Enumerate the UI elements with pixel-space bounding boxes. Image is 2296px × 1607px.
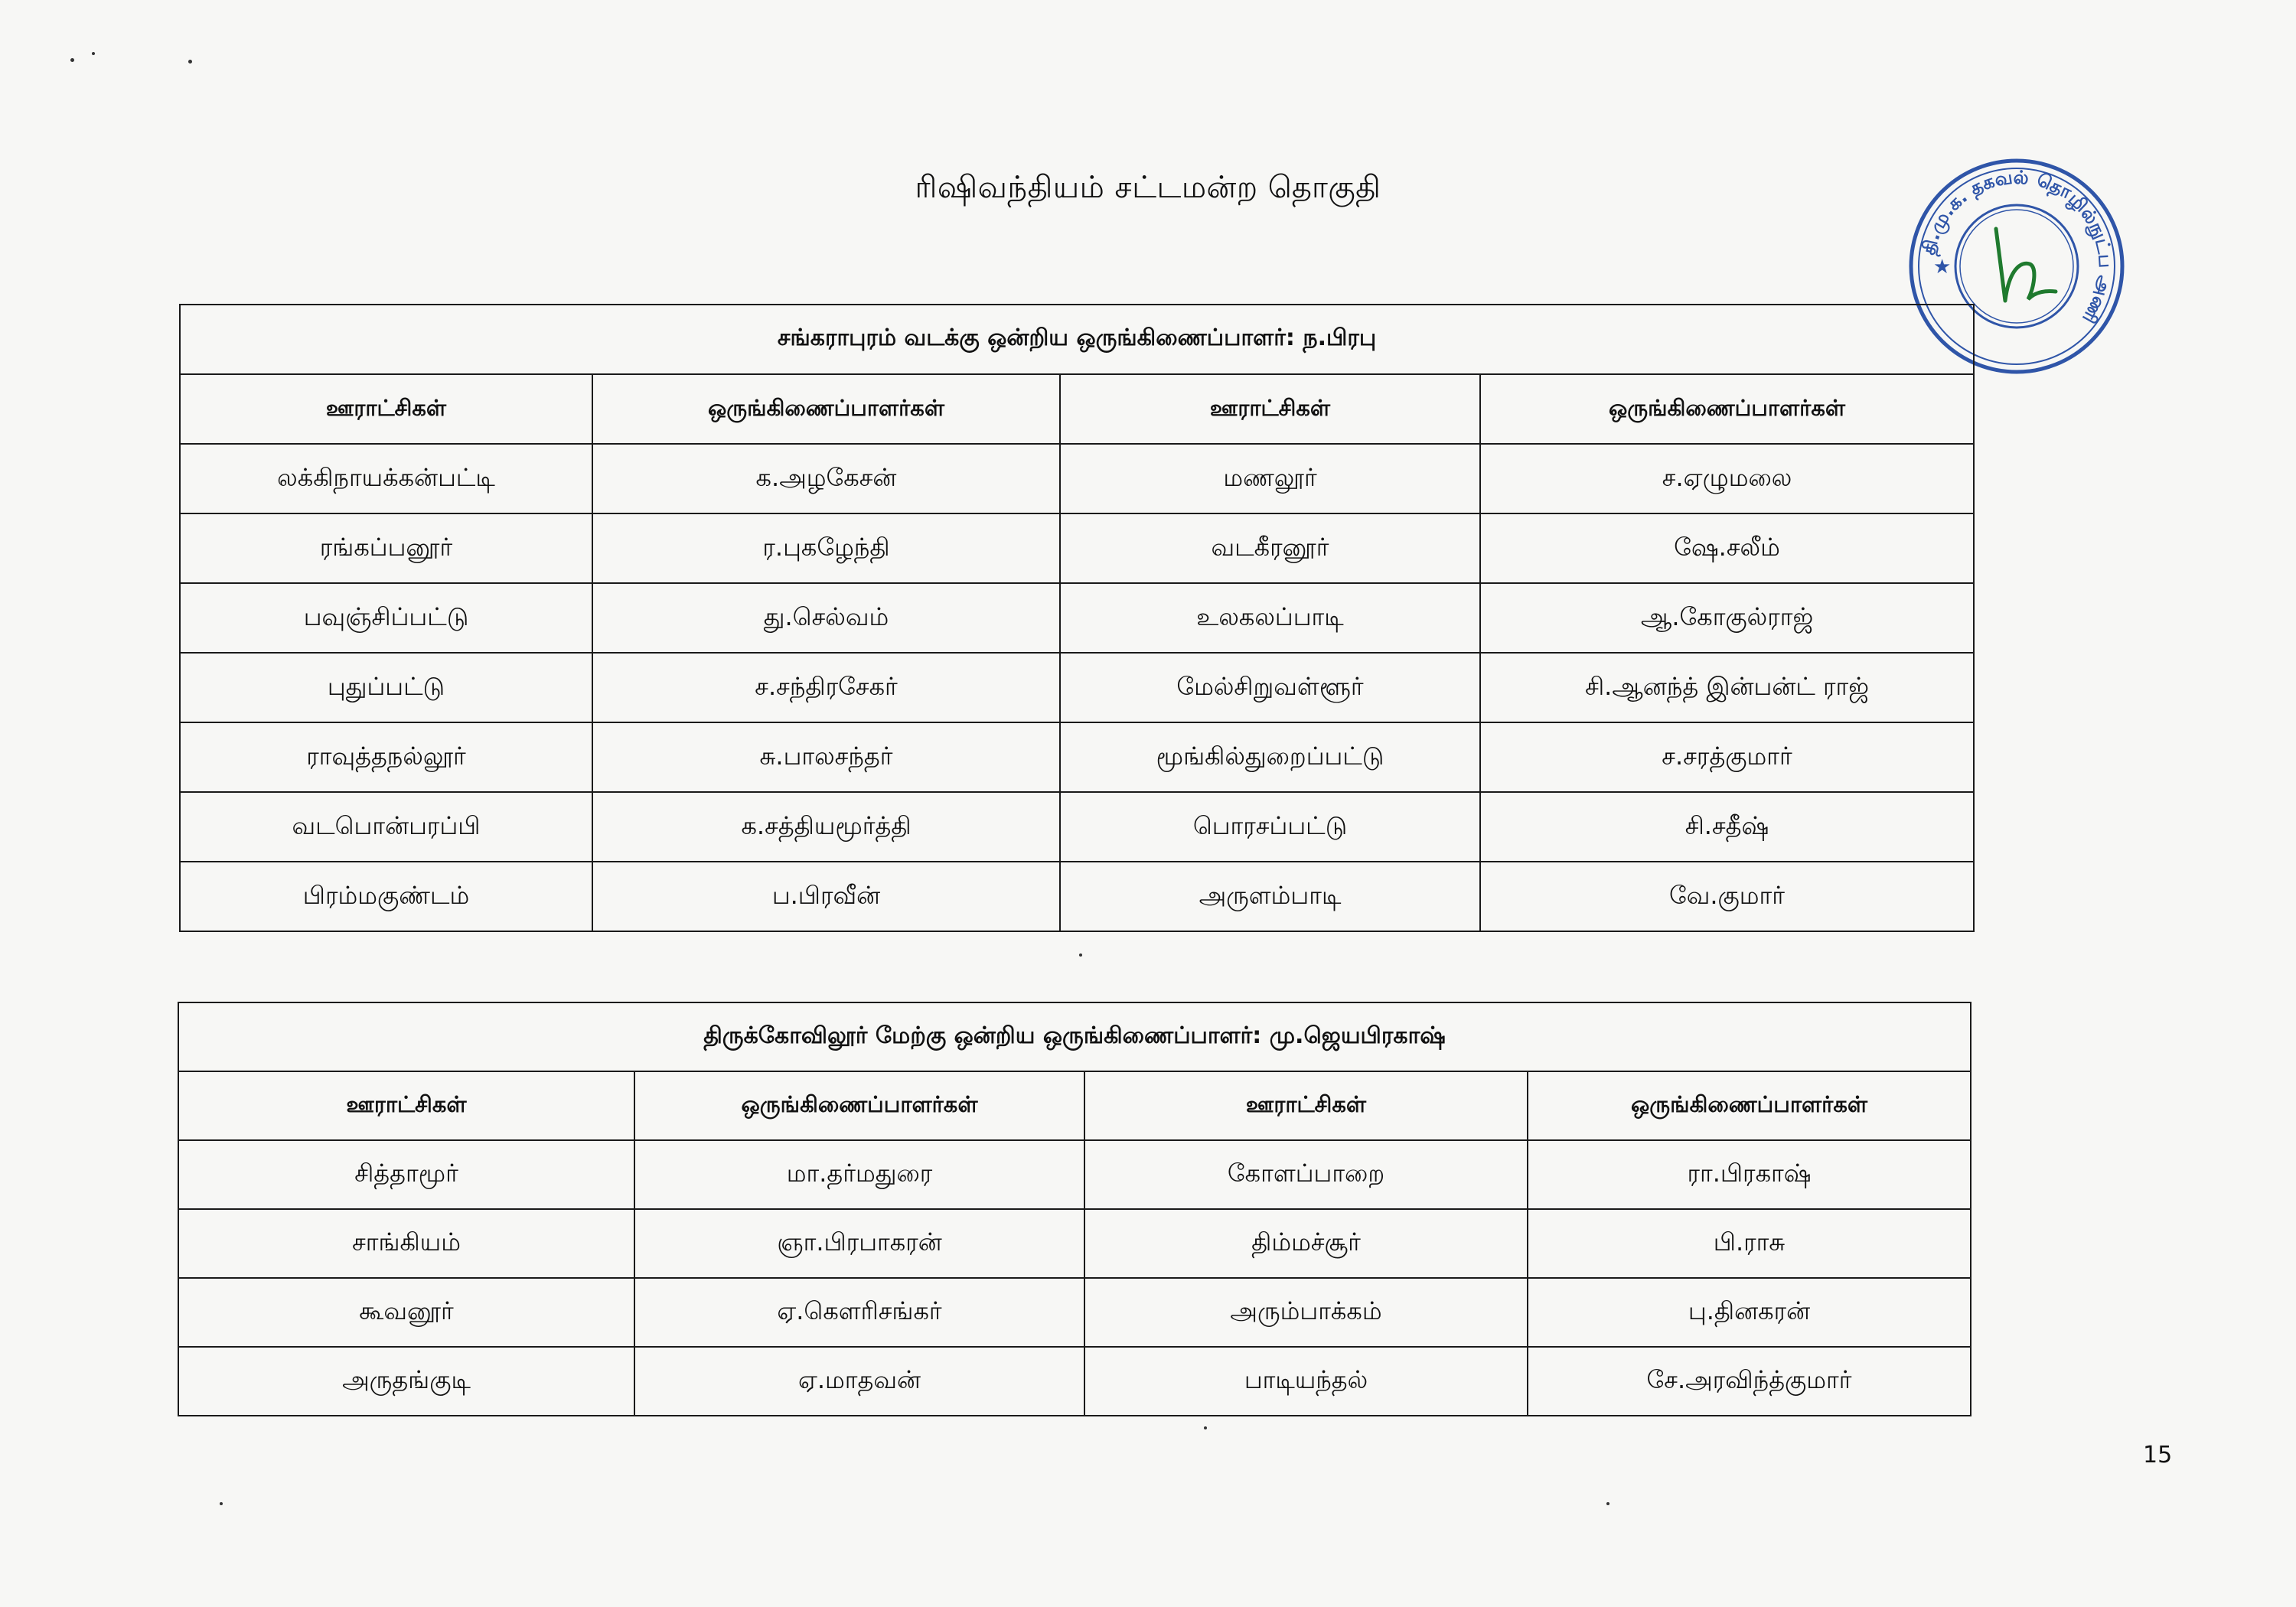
table-sankarapuram-north xyxy=(179,304,1975,932)
scan-speck xyxy=(70,58,74,62)
panchayat-cell: அருதங்குடி xyxy=(178,1347,634,1416)
header-row xyxy=(180,374,1974,444)
coordinator-cell: ஆ.கோகுல்ராஜ் xyxy=(1480,583,1974,653)
header-panchayats: ஊராட்சிகள் xyxy=(1084,1071,1528,1140)
page-number: 15 xyxy=(2143,1442,2173,1468)
coordinator-cell: ஞா.பிரபாகரன் xyxy=(634,1209,1084,1278)
coordinator-cell: சே.அரவிந்த்குமார் xyxy=(1528,1347,1971,1416)
coordinator-cell: ஷே.சலீம் xyxy=(1480,513,1974,583)
panchayat-cell: கூவனூர் xyxy=(178,1278,634,1347)
header-coordinators: ஒருங்கிணைப்பாளர்கள் xyxy=(634,1071,1084,1140)
coordinator-cell: ச.ஏழுமலை xyxy=(1480,444,1974,513)
panchayat-cell: லக்கிநாயக்கன்பட்டி xyxy=(180,444,592,513)
panchayat-cell: மூங்கில்துறைப்பட்டு xyxy=(1060,722,1480,792)
header-coordinators: ஒருங்கிணைப்பாளர்கள் xyxy=(592,374,1060,444)
table-row xyxy=(180,792,1974,862)
panchayat-cell: கோளப்பாறை xyxy=(1084,1140,1528,1209)
panchayat-cell: பாடியந்தல் xyxy=(1084,1347,1528,1416)
panchayat-cell: திம்மச்சூர் xyxy=(1084,1209,1528,1278)
panchayat-cell: பிரம்மகுண்டம் xyxy=(180,862,592,931)
table-row xyxy=(180,653,1974,722)
svg-text:★: ★ xyxy=(1933,256,1952,279)
panchayat-cell: சாங்கியம் xyxy=(178,1209,634,1278)
panchayat-cell: அருளம்பாடி xyxy=(1060,862,1480,931)
scan-speck xyxy=(1079,953,1082,957)
scan-speck xyxy=(220,1502,223,1505)
panchayat-cell: உலகலப்பாடி xyxy=(1060,583,1480,653)
header-panchayats: ஊராட்சிகள் xyxy=(1060,374,1480,444)
scan-speck xyxy=(1204,1426,1207,1429)
header-coordinators: ஒருங்கிணைப்பாளர்கள் xyxy=(1528,1071,1971,1140)
table-row xyxy=(180,722,1974,792)
coordinator-cell: க.அழகேசன் xyxy=(592,444,1060,513)
scan-speck xyxy=(1606,1502,1609,1505)
coordinator-cell: ச.சந்திரசேகர் xyxy=(592,653,1060,722)
table-tirukoilur-west xyxy=(178,1002,1971,1416)
coordinator-cell: மா.தர்மதுரை xyxy=(634,1140,1084,1209)
panchayat-cell: ராவுத்தநல்லூர் xyxy=(180,722,592,792)
header-row xyxy=(178,1071,1971,1140)
coordinator-cell: து.செல்வம் xyxy=(592,583,1060,653)
coordinator-cell: சி.ஆனந்த் இன்பன்ட் ராஜ் xyxy=(1480,653,1974,722)
coordinator-cell: ப.பிரவீன் xyxy=(592,862,1060,931)
coordinator-cell: ச.சரத்குமார் xyxy=(1480,722,1974,792)
table-row xyxy=(180,513,1974,583)
table-row xyxy=(178,1140,1971,1209)
coordinator-cell: ஏ.மாதவன் xyxy=(634,1347,1084,1416)
coordinator-cell: ர.புகழேந்தி xyxy=(592,513,1060,583)
coordinator-cell: ரா.பிரகாஷ் xyxy=(1528,1140,1971,1209)
panchayat-cell: வடபொன்பரப்பி xyxy=(180,792,592,862)
panchayat-cell: மேல்சிறுவள்ளூர் xyxy=(1060,653,1480,722)
header-panchayats: ஊராட்சிகள் xyxy=(180,374,592,444)
table-row xyxy=(180,444,1974,513)
coordinator-cell: பி.ராசு xyxy=(1528,1209,1971,1278)
coordinator-cell: வே.குமார் xyxy=(1480,862,1974,931)
header-panchayats: ஊராட்சிகள் xyxy=(178,1071,634,1140)
table-caption: சங்கராபுரம் வடக்கு ஒன்றிய ஒருங்கிணைப்பாளர்: ந.பிரபு xyxy=(180,305,1974,374)
coordinator-cell: பு.தினகரன் xyxy=(1528,1278,1971,1347)
page-title: ரிஷிவந்தியம் சட்டமன்ற தொகுதி xyxy=(915,170,1381,205)
table-row xyxy=(180,862,1974,931)
panchayat-cell: பொரசப்பட்டு xyxy=(1060,792,1480,862)
header-coordinators: ஒருங்கிணைப்பாளர்கள் xyxy=(1480,374,1974,444)
svg-text:தி.மு.க. தகவல் தொழில்நுட்ப அணி: தி.மு.க. தகவல் தொழில்நுட்ப அணி xyxy=(1917,166,2117,328)
panchayat-cell: அரும்பாக்கம் xyxy=(1084,1278,1528,1347)
scan-speck xyxy=(92,52,95,55)
coordinator-cell: ஏ.கௌரிசங்கர் xyxy=(634,1278,1084,1347)
table-row xyxy=(180,583,1974,653)
panchayat-cell: புதுப்பட்டு xyxy=(180,653,592,722)
panchayat-cell: வடகீரனூர் xyxy=(1060,513,1480,583)
table-row xyxy=(178,1278,1971,1347)
coordinator-cell: சி.சதீஷ் xyxy=(1480,792,1974,862)
table-caption: திருக்கோவிலூர் மேற்கு ஒன்றிய ஒருங்கிணைப்பாளர்: மு.ஜெயபிரகாஷ் xyxy=(178,1002,1971,1071)
panchayat-cell: ரங்கப்பனூர் xyxy=(180,513,592,583)
scan-speck xyxy=(188,60,192,64)
table-row xyxy=(178,1347,1971,1416)
panchayat-cell: பவுஞ்சிப்பட்டு xyxy=(180,583,592,653)
panchayat-cell: சித்தாமூர் xyxy=(178,1140,634,1209)
coordinator-cell: க.சத்தியமூர்த்தி xyxy=(592,792,1060,862)
table-row xyxy=(178,1209,1971,1278)
panchayat-cell: மணலூர் xyxy=(1060,444,1480,513)
coordinator-cell: சு.பாலசந்தர் xyxy=(592,722,1060,792)
